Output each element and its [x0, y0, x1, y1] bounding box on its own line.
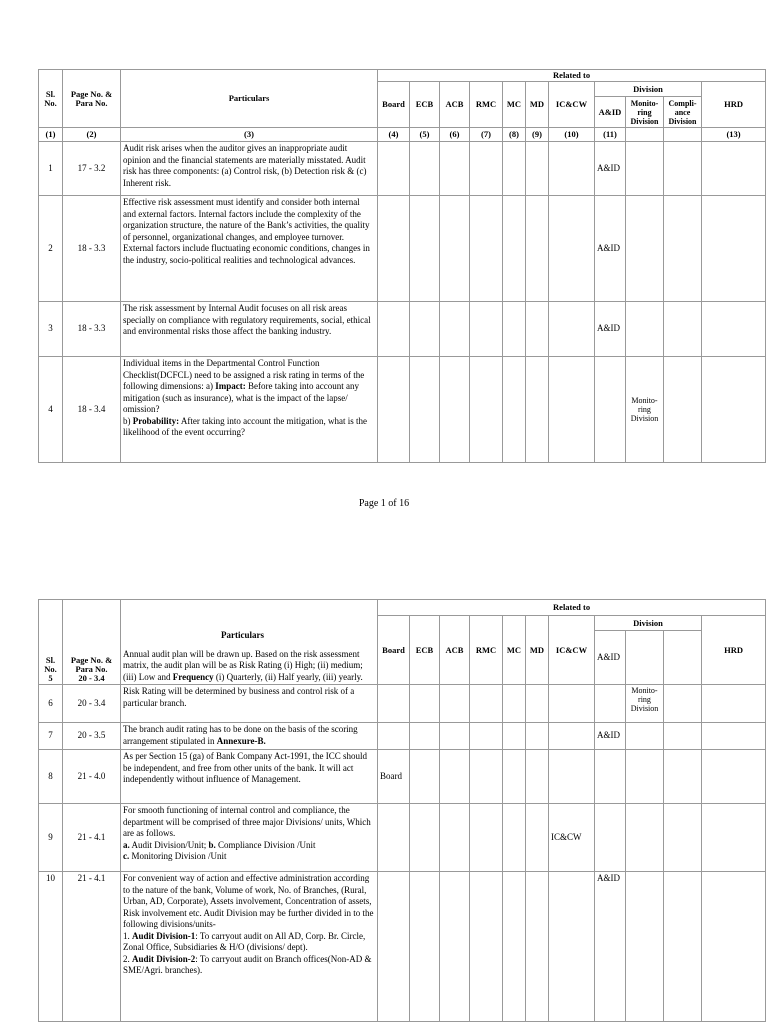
- col-num-3: (3): [121, 128, 378, 142]
- sl-cell: 3: [39, 302, 63, 357]
- col-num-8: (8): [503, 128, 526, 142]
- header-acb: ACB: [440, 616, 470, 685]
- particulars-cell: Particulars Annual audit plan will be drawn up. Based on the risk assessment matrix, the audit plan will be as Risk Rating (i) High; (ii) medium; (iii) Low and Frequency (i) Quarterly, (ii) Half yearly, (iii) yearly.: [121, 600, 378, 685]
- monitoring-cell: Monito-ring Division: [626, 357, 664, 463]
- para-cell: 17 - 3.2: [63, 142, 121, 196]
- header-related-to: Related to: [378, 70, 766, 82]
- header-ecb: ECB: [410, 82, 440, 128]
- particulars-cell: Individual items in the Departmental Control Function Checklist(DCFCL) need to be assigned a risk rating in terms of the following dimensions: a) Impact: Before taking into account any mitigation (such as insurance), what is the impact of the lapse/ omission? b) Probability: After taking into account the mitigation, what is the likelihood of the event occurring?: [121, 357, 378, 463]
- header-page-para: Page No. & Para No.: [63, 70, 121, 128]
- header-particulars: Particulars: [121, 70, 378, 128]
- particulars-cell: As per Section 15 (ga) of Bank Company Act-1991, the ICC should be independent, and free from other units of the bank. It will act independently without influence of Management.: [121, 750, 378, 804]
- header-hrd: HRD: [702, 616, 766, 685]
- sl-cell: 1: [39, 142, 63, 196]
- para-cell: 18 - 3.4: [63, 357, 121, 463]
- col-num-4: (4): [378, 128, 410, 142]
- col-num-5: (5): [410, 128, 440, 142]
- aid-cell: A&ID: [595, 872, 626, 1022]
- sl-cell: 10: [39, 872, 63, 1022]
- audit-table-1: [38, 69, 766, 463]
- table-row: [39, 723, 766, 750]
- para-cell: 20 - 3.5: [63, 723, 121, 750]
- table-row: [39, 142, 766, 196]
- header-mc: MC: [503, 82, 526, 128]
- header-division: Division: [595, 616, 702, 631]
- sl-cell: 6: [39, 685, 63, 723]
- aid-cell: A&ID: [595, 196, 626, 302]
- sl-cell: 9: [39, 804, 63, 872]
- board-cell: Board: [378, 750, 410, 804]
- particulars-cell: Risk Rating will be determined by business and control risk of a particular branch.: [121, 685, 378, 723]
- iccw-cell: IC&CW: [549, 804, 595, 872]
- para-cell: 20 - 3.4: [63, 685, 121, 723]
- sl-cell: 2: [39, 196, 63, 302]
- header-md: MD: [526, 616, 549, 685]
- header-iccw: IC&CW: [549, 616, 595, 685]
- col-num-7: (7): [470, 128, 503, 142]
- header-mc: MC: [503, 616, 526, 685]
- header-ecb: ECB: [410, 616, 440, 685]
- col-num-11: (11): [595, 128, 626, 142]
- sl-cell: 4: [39, 357, 63, 463]
- monitoring-cell: Monito-ring Division: [626, 685, 664, 723]
- header-compliance: Compli-ance Division: [664, 97, 702, 128]
- para-cell: 21 - 4.1: [63, 804, 121, 872]
- header-board: Board: [378, 82, 410, 128]
- header-sl-no: Sl. No.: [39, 70, 63, 128]
- header-rmc: RMC: [470, 82, 503, 128]
- header-monitoring: Monito-ring Division: [626, 97, 664, 128]
- aid-cell: A&ID: [595, 142, 626, 196]
- col-num-2: (2): [63, 128, 121, 142]
- table-page-1: [38, 69, 765, 463]
- para-cell: 21 - 4.1: [63, 872, 121, 1022]
- table-row: [39, 804, 766, 872]
- header-aid: A&ID: [595, 97, 626, 128]
- table-row: [39, 302, 766, 357]
- col-num-13: (13): [702, 128, 766, 142]
- header-division: Division: [595, 82, 702, 97]
- header-md: MD: [526, 82, 549, 128]
- table-row: [39, 196, 766, 302]
- col-num-1: (1): [39, 128, 63, 142]
- particulars-cell: The branch audit rating has to be done on the basis of the scoring arrangement stipulated in Annexure-B.: [121, 723, 378, 750]
- table-row: [39, 750, 766, 804]
- col-num-9: (9): [526, 128, 549, 142]
- table-row: [39, 872, 766, 1022]
- header-particulars: Particulars: [221, 630, 264, 640]
- particulars-cell: For convenient way of action and effective administration according to the nature of the bank, Volume of work, No. of Branches, (Rural, Urban, AD, Corporate), Assets involvement, Concentration of assets, Risk involvement etc. Audit Division may be further divided in to the following divisions/units- 1. Audit Division-1: To carryout audit on All AD, Corp. Br. Circle, Zonal Office, Subsidiaries & H/O (divisions/ dept). 2. Audit Division-2: To carryout audit on Branch offices(Non-AD & SME/Agri. branches).: [121, 872, 378, 1022]
- table-row: [39, 685, 766, 723]
- aid-cell: A&ID: [595, 302, 626, 357]
- col-num-10: (10): [549, 128, 595, 142]
- header-board: Board: [378, 616, 410, 685]
- sl-cell: 8: [39, 750, 63, 804]
- header-page-para: Page No. & Para No. 20 - 3.4: [63, 600, 121, 685]
- header-iccw: IC&CW: [549, 82, 595, 128]
- aid-cell: A&ID: [595, 723, 626, 750]
- header-rmc: RMC: [470, 616, 503, 685]
- particulars-cell: Effective risk assessment must identify and consider both internal and external factors. Internal factors include the complexity of the organization structure, the nature of the Bank’s activities, the quality of personnel, organizational changes, and employee turnover. External factors include fluctuating economic conditions, changes in the industry, socio-political realities and technological advances.: [121, 196, 378, 302]
- table-page-2: [38, 599, 765, 1022]
- aid-cell: A&ID: [595, 631, 626, 685]
- sl-cell: 7: [39, 723, 63, 750]
- header-sl-no: Sl. No. 5: [39, 600, 63, 685]
- col-num-6: (6): [440, 128, 470, 142]
- header-hrd: HRD: [702, 82, 766, 128]
- table-row: [39, 357, 766, 463]
- particulars-cell: For smooth functioning of internal control and compliance, the department will be comprised of three major Divisions/ units, Which are as follows. a. Audit Division/Unit; b. Compliance Division /Unit c. Monitoring Division /Unit: [121, 804, 378, 872]
- header-related-to: Related to: [378, 600, 766, 616]
- para-cell: 21 - 4.0: [63, 750, 121, 804]
- para-cell: 18 - 3.3: [63, 196, 121, 302]
- page-footer: Page 1 of 16: [358, 498, 410, 509]
- header-acb: ACB: [440, 82, 470, 128]
- para-cell: 18 - 3.3: [63, 302, 121, 357]
- particulars-cell: Audit risk arises when the auditor gives an inappropriate audit opinion and the financial statements are materially misstated. Audit risk has three components: (a) Control risk, (b) Detection risk & (c) Inherent risk.: [121, 142, 378, 196]
- particulars-cell: The risk assessment by Internal Audit focuses on all risk areas specially on compliance with regulatory requirements, social, ethical and environmental risks those affect the banking industry.: [121, 302, 378, 357]
- audit-table-2: [38, 599, 766, 1022]
